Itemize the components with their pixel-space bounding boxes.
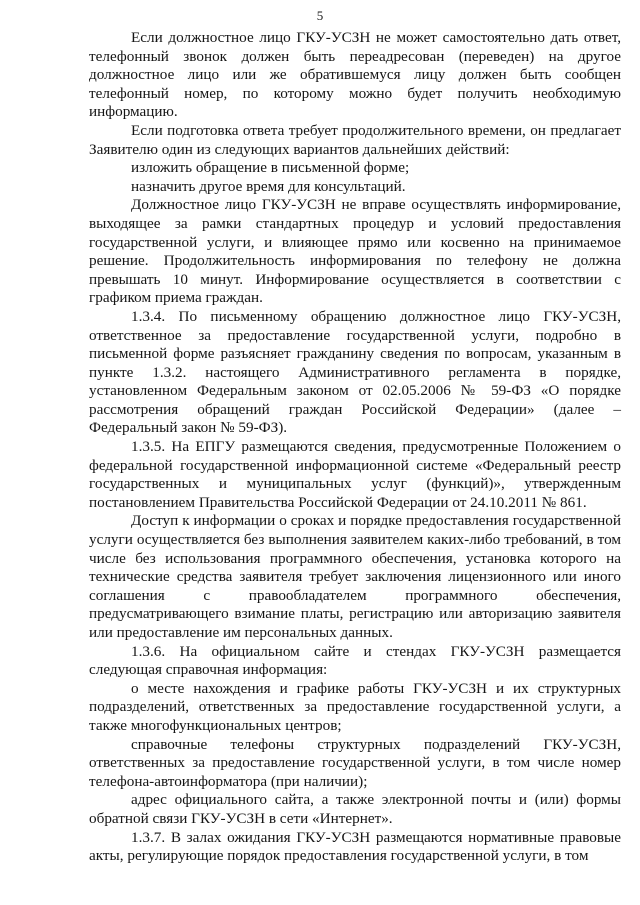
page-number: 5 — [316, 8, 324, 23]
paragraph-informing-limits: Должностное лицо ГКУ-УСЗН не вправе осуществлять информирование, выходящее за рамки стандартных процедур и условий предоставления государственной услуги, и влияющее прямо или косвенно на принимаемое решение. Продолжительность информирования по телефону не должна превышать 10 минут. Информирование осуществляется в соответствии с графиком приема граждан. — [89, 196, 621, 307]
paragraph-1-3-7: 1.3.7. В залах ожидания ГКУ-УСЗН размещаются нормативные правовые акты, регулирующие порядок предоставления государственной услуги, в том — [89, 828, 621, 865]
paragraph-long-preparation: Если подготовка ответа требует продолжительного времени, он предлагает Заявителю один из следующих вариантов дальнейших действий: — [89, 121, 621, 158]
paragraph-1-3-6: 1.3.6. На официальном сайте и стендах ГКУ-УСЗН размещается следующая справочная информация: — [89, 642, 621, 679]
paragraph-website-address: адрес официального сайта, а также электронной почты и (или) формы обратной связи ГКУ-УСЗН в сети «Интернет». — [89, 791, 621, 827]
paragraph-access-info: Доступ к информации о сроках и порядке предоставления государственной услуги осуществляется без выполнения заявителем каких-либо требований, в том числе без использования программного обеспечения, установка которого на технические средства заявителя требует заключения лицензионного или иного соглашения с правообладателем программного обеспечения, предусматривающего взимание платы, регистрацию или авторизацию заявителя или предоставление им персональных данных. — [89, 512, 621, 641]
document-body — [89, 29, 621, 866]
paragraph-reference-phones: справочные телефоны структурных подразделений ГКУ-УСЗН, ответственных за предоставление государственной услуги, в том числе номер телефона-автоинформатора (при наличии); — [89, 735, 621, 790]
paragraph-location-schedule: о месте нахождения и графике работы ГКУ-УСЗН и их структурных подразделений, ответственных за предоставление государственной услуги, а также многофункциональных центров; — [89, 679, 621, 734]
paragraph-redirect-call: Если должностное лицо ГКУ-УСЗН не может самостоятельно дать ответ, телефонный звонок должен быть переадресован (переведен) на другое должностное лицо или же обратившемуся лицу должен быть сообщен телефонный номер, по которому можно будет получить необходимую информацию. — [89, 29, 621, 121]
paragraph-1-3-4: 1.3.4. По письменному обращению должностное лицо ГКУ-УСЗН, ответственное за предоставление государственной услуги, подробно в письменной форме разъясняет гражданину сведения по вопросам, указанным в пункте 1.3.2. настоящего Административного регламента в порядке, установленном Федеральным законом от 02.05.2006 № 59-ФЗ «О порядке рассмотрения обращений граждан Российской Федерации» (далее – Федеральный закон № 59-ФЗ). — [89, 307, 621, 437]
paragraph-1-3-5: 1.3.5. На ЕПГУ размещаются сведения, предусмотренные Положением о федеральной государственной информационной системе «Федеральный реестр государственных и муниципальных услуг (функций)», утвержденным постановлением Правительства Российской Федерации от 24.10.2011 № 861. — [89, 438, 621, 511]
paragraph-option-reschedule: назначить другое время для консультаций. — [131, 177, 406, 195]
paragraph-option-written: изложить обращение в письменной форме; — [131, 159, 410, 177]
